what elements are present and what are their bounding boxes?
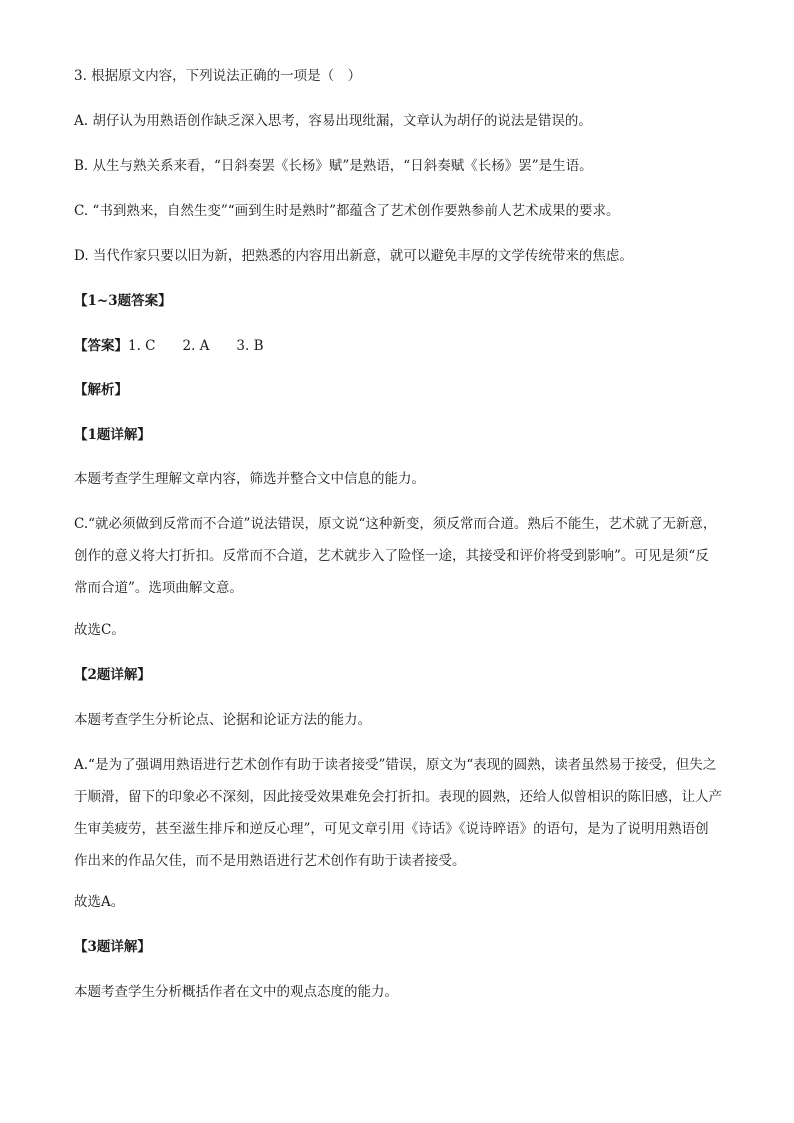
question-3-option-c: C. “书到熟来，自然生变”“画到生时是熟时”都蕴含了艺术创作要熟参前人艺术成果的要求。 — [74, 203, 620, 219]
q1-intro: 本题考查学生理解文章内容，筛选并整合文中信息的能力。 — [74, 471, 425, 487]
q2-detail: A.“是为了强调用熟语进行艺术创作有助于读者接受”错误，原文为“表现的圆熟，读者虽然易于接受，但失之于顺滑，留下的印象必不深刻，因此接受效果难免会打折扣。表现的圆熟，还给人似曾相识的陈旧感，让人产生审美疲劳，甚至滋生排斥和逆反心理”，可见文章引用《诗话》《说诗晬语》的语句，是为了说明用熟语创作出来的作品欠佳，而不是用熟语进行艺术创作有助于读者接受。 — [74, 757, 722, 869]
q2-conclusion: 故选A。 — [74, 894, 125, 910]
answer-line — [74, 336, 724, 356]
q2-intro: 本题考查学生分析论点、论据和论证方法的能力。 — [74, 712, 371, 728]
q1-detail: C.“就必须做到反常而不合道”说法错误，原文说“这种新变，须反常而合道。熟后不能生，艺术就了无新意，创作的意义将大打折扣。反常而不合道，艺术就步入了险怪一途，其接受和评价将受到影响”。可见是须“反常而合道”。选项曲解文意。 — [74, 516, 717, 596]
question-3-option-d: D. 当代作家只要以旧为新，把熟悉的内容用出新意，就可以避免丰厚的文学传统带来的焦虑。 — [74, 248, 633, 264]
q3-detail-heading: 【3题详解】 — [74, 939, 151, 955]
question-3-stem: 3. 根据原文内容，下列说法正确的一项是（ ） — [74, 68, 362, 84]
answer-values: 1. C 2. A 3. B — [128, 338, 264, 354]
answer-label: 【答案】 — [74, 338, 128, 354]
q1-detail-heading: 【1题详解】 — [74, 427, 151, 443]
q3-intro: 本题考查学生分析概括作者在文中的观点态度的能力。 — [74, 984, 398, 1000]
answer-section-heading: 【1~3题答案】 — [74, 293, 172, 309]
question-3-option-a: A. 胡仔认为用熟语创作缺乏深入思考，容易出现纰漏，文章认为胡仔的说法是错误的。 — [74, 113, 592, 129]
q2-detail-heading: 【2题详解】 — [74, 667, 151, 683]
question-3-option-b: B. 从生与熟关系来看，“日斜奏罢《长杨》赋”是熟语，“日斜奏赋《长杨》罢”是生语。 — [74, 158, 593, 174]
q1-conclusion: 故选C。 — [74, 622, 125, 638]
analysis-heading: 【解析】 — [74, 382, 128, 398]
